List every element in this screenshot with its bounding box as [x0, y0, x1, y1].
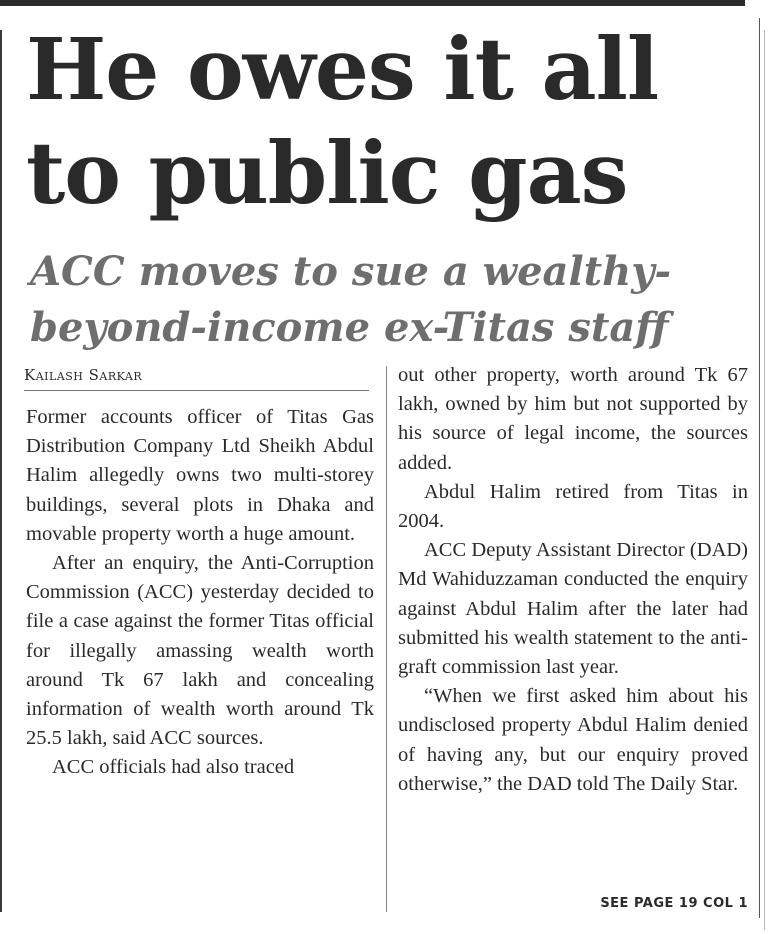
paragraph: Abdul Halim retired from Titas in 2004.	[398, 480, 748, 533]
article-column-2	[398, 361, 748, 799]
column-divider	[386, 366, 387, 912]
paragraph: ACC officials had also traced	[52, 756, 295, 779]
paragraph: Former accounts officer of Titas Gas Distribution Company Ltd Sheikh Abdul Halim allegedly owns two multi-storey buildings, several plots in Dhaka and movable property worth a huge amount.	[26, 406, 374, 545]
paragraph: ACC Deputy Assistant Director (DAD) Md Wahiduzzaman conducted the enquiry against Abdul Halim after the later had submitted his wealth statement to the anti-graft commission last year.	[398, 539, 748, 679]
paragraph: After an enquiry, the Anti-Corruption Commission (ACC) yesterday decided to file a case against the former Titas official for illegally amassing wealth worth around Tk 67 lakh and concealing information of wealth worth around Tk 25.5 lakh, said ACC sources.	[26, 552, 374, 750]
left-border-rule	[0, 30, 2, 912]
paragraph: “When we first asked him about his undisclosed property Abdul Halim denied of having any, but our enquiry proved otherwise,” the DAD told The Daily Star.	[398, 685, 748, 795]
continuation-jump-line: SEE PAGE 19 COL 1	[600, 896, 748, 911]
right-border-rule	[759, 18, 760, 918]
article-column-1	[26, 403, 374, 783]
subheadline: ACC moves to sue a wealthy-beyond-income ex-Titas staff	[30, 248, 672, 351]
byline: Kailash Sarkar	[24, 366, 369, 391]
adjacent-column-edge	[764, 30, 772, 930]
top-rule	[0, 0, 745, 6]
paragraph: out other property, worth around Tk 67 lakh, owned by him but not supported by his source of legal income, the sources added.	[398, 364, 748, 474]
headline: He owes it all to public gas	[26, 20, 659, 224]
